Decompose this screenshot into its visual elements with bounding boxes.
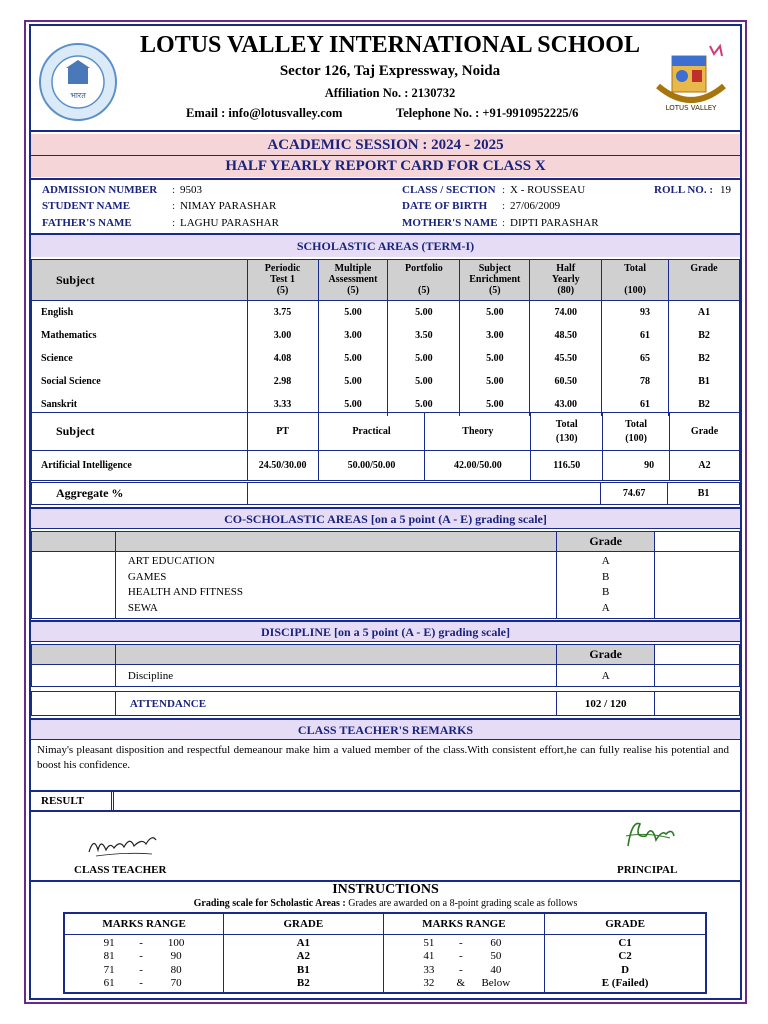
grading-body-row (64, 934, 706, 993)
grade-cell: A1 (669, 301, 740, 324)
grading-range-to: Below (481, 977, 511, 989)
grading-range (384, 964, 545, 978)
header-total-line1: Total (624, 263, 647, 274)
grade-cell: B2 (669, 347, 740, 370)
grading-range (65, 977, 223, 991)
header-total (602, 260, 669, 301)
ai-header-row (32, 413, 740, 451)
header-ma-line3: (5) (347, 285, 359, 296)
attendance-table (31, 691, 740, 716)
subject-cell: Sanskrit (32, 393, 248, 416)
affiliation: Affiliation No. : 2130732 (324, 86, 456, 100)
header-hy-line1: Half (556, 263, 576, 274)
co-item-grade: B (602, 570, 610, 583)
colon: : (172, 200, 176, 212)
title-band (31, 156, 740, 177)
admission-label: ADMISSION NUMBER (42, 184, 158, 196)
table-row (32, 370, 740, 393)
grading-grade: D (621, 963, 630, 976)
grading-range-sep: - (458, 950, 463, 962)
co-item-name: HEALTH AND FITNESS (127, 586, 243, 598)
header-pt-line3: (5) (276, 285, 289, 296)
pt-cell: 3.00 (247, 324, 318, 347)
header-hy (530, 260, 602, 301)
grading-marks-header-right: MARKS RANGE (383, 913, 545, 934)
scholastic-title: SCHOLASTIC AREAS (TERM-I) (296, 239, 475, 253)
grading-range-to: 80 (170, 963, 182, 976)
scholastic-band (31, 235, 740, 257)
header-pt-line2: Test 1 (270, 274, 295, 285)
class-label: CLASS / SECTION (402, 184, 496, 196)
ai-grade: A2 (670, 451, 740, 481)
session-band (31, 134, 740, 155)
subject-cell: Mathematics (32, 324, 248, 347)
attendance-label: ATTENDANCE (115, 692, 556, 716)
principal-signature (622, 816, 678, 861)
grading-range-sep: - (139, 950, 143, 962)
ma-cell: 3.00 (318, 324, 388, 347)
ai-header-total130 (531, 413, 603, 451)
grading-marks-header-left: MARKS RANGE (64, 913, 224, 934)
total-cell: 61 (602, 324, 669, 347)
pf-cell: 3.50 (388, 324, 460, 347)
header-se-line3: (5) (488, 285, 501, 296)
co-item-name: SEWA (127, 601, 158, 614)
pf-cell: 5.00 (388, 393, 460, 416)
grading-range (65, 937, 223, 951)
grading-range (384, 950, 545, 964)
ai-row (32, 451, 740, 481)
ai-header-pt: PT (247, 413, 318, 451)
discipline-grade: A (557, 665, 655, 687)
subject-cell: Science (32, 347, 248, 370)
colon: : (172, 184, 176, 196)
total-cell: 65 (602, 347, 669, 370)
co-grade-header: Grade (557, 532, 655, 552)
remarks-band (31, 718, 740, 740)
aggregate-table (31, 482, 740, 505)
co-scholastic-table (31, 531, 740, 619)
hy-cell: 48.50 (530, 324, 602, 347)
admission-value: 9503 (180, 184, 202, 196)
aggregate-blank (247, 483, 600, 505)
grading-range-to: 40 (490, 963, 502, 976)
scholastic-header-row (32, 260, 740, 301)
co-item-name: ART EDUCATION (127, 555, 215, 567)
grading-range-to: 70 (170, 977, 182, 989)
header-hy-line3: (80) (557, 285, 575, 296)
grading-range-sep: - (139, 936, 143, 949)
report-title: HALF YEARLY REPORT CARD FOR CLASS X (225, 158, 546, 174)
grading-grade: B2 (296, 977, 310, 989)
table-row (32, 347, 740, 370)
grading-grade-header-left: GRADE (224, 913, 383, 934)
result-row (31, 792, 740, 812)
se-cell: 5.00 (460, 393, 530, 416)
header-pt-line1: Periodic (264, 263, 301, 274)
aggregate-value: 74.67 (601, 483, 668, 505)
ai-header-total100-line1: Total (625, 418, 648, 430)
dob-label: DATE OF BIRTH (402, 200, 488, 212)
grading-left-ranges (64, 934, 224, 993)
student-name-label: STUDENT NAME (42, 200, 131, 212)
pt-cell: 2.98 (247, 370, 318, 393)
discipline-band (31, 620, 740, 642)
class-teacher-label: CLASS TEACHER (74, 864, 167, 876)
grading-grade: E (Failed) (601, 977, 649, 989)
se-cell: 5.00 (460, 347, 530, 370)
class-teacher-signature (86, 832, 160, 865)
header-se-line2: Enrichment (469, 274, 521, 285)
ma-cell: 5.00 (318, 347, 388, 370)
aggregate-grade: B1 (668, 483, 740, 505)
grading-right-grades (545, 934, 706, 993)
grade-cell: B2 (669, 324, 740, 347)
aggregate-label: Aggregate % (32, 483, 248, 505)
header-total-line3: (100) (624, 285, 646, 296)
header-grade: Grade (669, 260, 740, 301)
grading-right-ranges (383, 934, 545, 993)
ai-header-subject: Subject (32, 413, 248, 451)
co-scholastic-title: CO-SCHOLASTIC AREAS [on a 5 point (A - E) grading scale] (224, 512, 547, 526)
grading-grade: C1 (618, 936, 632, 949)
header-se (460, 260, 530, 301)
instructions-title: INSTRUCTIONS (332, 882, 439, 897)
grade-cell: B2 (669, 393, 740, 416)
ai-header-total130-line2: (130) (555, 432, 578, 444)
co-item-grade: A (601, 601, 610, 614)
ai-total130: 116.50 (531, 451, 603, 481)
co-item-name: GAMES (127, 570, 167, 583)
pf-cell: 5.00 (388, 370, 460, 393)
instructions-subtitle-rest: Grades are awarded on a 8-point grading scale as follows (345, 898, 578, 909)
header-se-line1: Subject (478, 263, 511, 274)
mother-label: MOTHER'S NAME (402, 217, 498, 229)
dob-value: 27/06/2009 (510, 200, 561, 212)
telephone: Telephone No. : +91-9910952225/6 (396, 106, 579, 120)
total-cell: 78 (602, 370, 669, 393)
header-pf-line1: Portfolio (405, 263, 443, 274)
header-ma (318, 260, 388, 301)
se-cell: 3.00 (460, 324, 530, 347)
grading-range-sep: - (458, 963, 463, 976)
co-items-row (32, 552, 740, 619)
grading-grade-header-right: GRADE (545, 913, 706, 934)
table-row (32, 324, 740, 347)
school-logo-text: LOTUS VALLEY (665, 104, 717, 112)
header-pf (388, 260, 460, 301)
student-name-value: NIMAY PARASHAR (180, 200, 277, 212)
pf-cell: 5.00 (388, 301, 460, 324)
hy-cell: 60.50 (530, 370, 602, 393)
se-cell: 5.00 (460, 301, 530, 324)
ai-header-theory: Theory (425, 413, 531, 451)
result-label: RESULT (41, 795, 85, 807)
attendance-row (32, 692, 740, 716)
discipline-grade-header: Grade (557, 645, 655, 665)
grading-grade: B1 (296, 963, 310, 976)
grading-range-to: 90 (170, 950, 182, 962)
ai-header-total100 (603, 413, 670, 451)
school-address: Sector 126, Taj Expressway, Noida (279, 63, 501, 79)
co-names (115, 552, 556, 619)
ai-header-practical: Practical (318, 413, 425, 451)
se-cell: 5.00 (460, 370, 530, 393)
email: Email : info@lotusvalley.com (186, 106, 343, 120)
header-pf-line3: (5) (418, 285, 430, 296)
remarks-text: Nimay's pleasant disposition and respectful demeanour make him a valued member of the class.With consistent effort,he can fully realise his potential and boost his confidence. (37, 744, 729, 771)
grading-range-from: 71 (103, 963, 115, 976)
school-name: LOTUS VALLEY INTERNATIONAL SCHOOL (140, 32, 640, 58)
principal-label: PRINCIPAL (617, 864, 678, 876)
grading-range (65, 964, 223, 978)
co-item-grade: A (601, 555, 610, 567)
pf-cell: 5.00 (388, 347, 460, 370)
hy-cell: 43.00 (530, 393, 602, 416)
ai-header-total100-line2: (100) (625, 432, 647, 444)
grading-range-from: 51 (423, 936, 435, 949)
discipline-header-row (32, 645, 740, 665)
instructions-subtitle-bold: Grading scale for Scholastic Areas : (193, 898, 346, 909)
pt-cell: 3.33 (247, 393, 318, 416)
hy-cell: 45.50 (530, 347, 602, 370)
scholastic-table (31, 259, 740, 416)
co-scholastic-band (31, 507, 740, 529)
ai-theory: 42.00/50.00 (425, 451, 531, 481)
grading-range-to: 50 (490, 950, 502, 962)
ma-cell: 5.00 (318, 370, 388, 393)
grading-range-from: 81 (103, 950, 115, 962)
grading-range (384, 937, 545, 951)
grading-range-from: 61 (103, 977, 115, 989)
cbse-logo (38, 42, 118, 122)
pt-cell: 3.75 (247, 301, 318, 324)
result-divider (111, 792, 114, 810)
co-header-row (32, 532, 740, 552)
grading-range-from: 32 (423, 977, 435, 989)
header-pt (247, 260, 318, 301)
grading-left-grades (224, 934, 383, 993)
discipline-name: Discipline (115, 665, 556, 687)
grading-grade: A1 (296, 936, 311, 949)
grading-range (65, 950, 223, 964)
remarks-title: CLASS TEACHER'S REMARKS (297, 723, 474, 737)
table-row (32, 301, 740, 324)
father-label: FATHER'S NAME (42, 217, 132, 229)
class-value: X - ROUSSEAU (510, 184, 586, 196)
roll-value: 19 (720, 184, 731, 196)
ma-cell: 5.00 (318, 393, 388, 416)
session: ACADEMIC SESSION : 2024 - 2025 (267, 137, 504, 153)
discipline-row (32, 665, 740, 687)
student-info (42, 184, 742, 234)
ai-table (31, 412, 740, 481)
grading-grade: A2 (296, 950, 311, 962)
discipline-title: DISCIPLINE [on a 5 point (A - E) grading scale] (260, 625, 511, 639)
grading-grade: C2 (618, 950, 632, 962)
ai-subject: Artificial Intelligence (32, 451, 248, 481)
grading-range-sep: - (139, 977, 143, 989)
grading-table (63, 912, 707, 994)
ai-header-total130-line1: Total (555, 418, 578, 430)
ai-total100: 90 (603, 451, 670, 481)
colon: : (502, 200, 506, 212)
grading-range-to: 60 (490, 936, 502, 949)
grading-range-from: 33 (423, 963, 435, 976)
total-cell: 61 (602, 393, 669, 416)
header-hy-line2: Yearly (551, 274, 580, 285)
header-ma-line2: Assessment (328, 274, 378, 285)
roll-label: ROLL NO. : (654, 184, 713, 196)
colon: : (502, 217, 506, 229)
co-grades (557, 552, 655, 619)
ai-pt: 24.50/30.00 (247, 451, 318, 481)
mother-value: DIPTI PARASHAR (510, 217, 599, 229)
ai-practical: 50.00/50.00 (318, 451, 425, 481)
father-value: LAGHU PARASHAR (180, 217, 279, 229)
discipline-table (31, 644, 740, 687)
grade-cell: B1 (669, 370, 740, 393)
subject-cell: English (32, 301, 248, 324)
colon: : (502, 184, 506, 196)
grading-range-sep: - (139, 963, 143, 976)
hy-cell: 74.00 (530, 301, 602, 324)
cbse-logo-text: भारत (70, 91, 86, 100)
grading-range-sep: - (458, 936, 463, 949)
attendance-value: 102 / 120 (557, 692, 655, 716)
ai-header-grade: Grade (670, 413, 740, 451)
grading-header-row (64, 913, 706, 934)
grading-range-from: 91 (103, 936, 115, 949)
grading-range-to: 100 (167, 936, 185, 949)
aggregate-row (32, 483, 740, 505)
pt-cell: 4.08 (247, 347, 318, 370)
subject-cell: Social Science (32, 370, 248, 393)
co-item-grade: B (602, 586, 610, 598)
instructions-subtitle (31, 898, 740, 909)
grading-range-sep: & (456, 977, 466, 989)
grading-range-from: 41 (423, 950, 435, 962)
ma-cell: 5.00 (318, 301, 388, 324)
header-ma-line1: Multiple (334, 263, 372, 274)
grading-range (384, 977, 545, 991)
colon: : (172, 217, 176, 229)
header-subject: Subject (32, 260, 248, 301)
total-cell: 93 (602, 301, 669, 324)
